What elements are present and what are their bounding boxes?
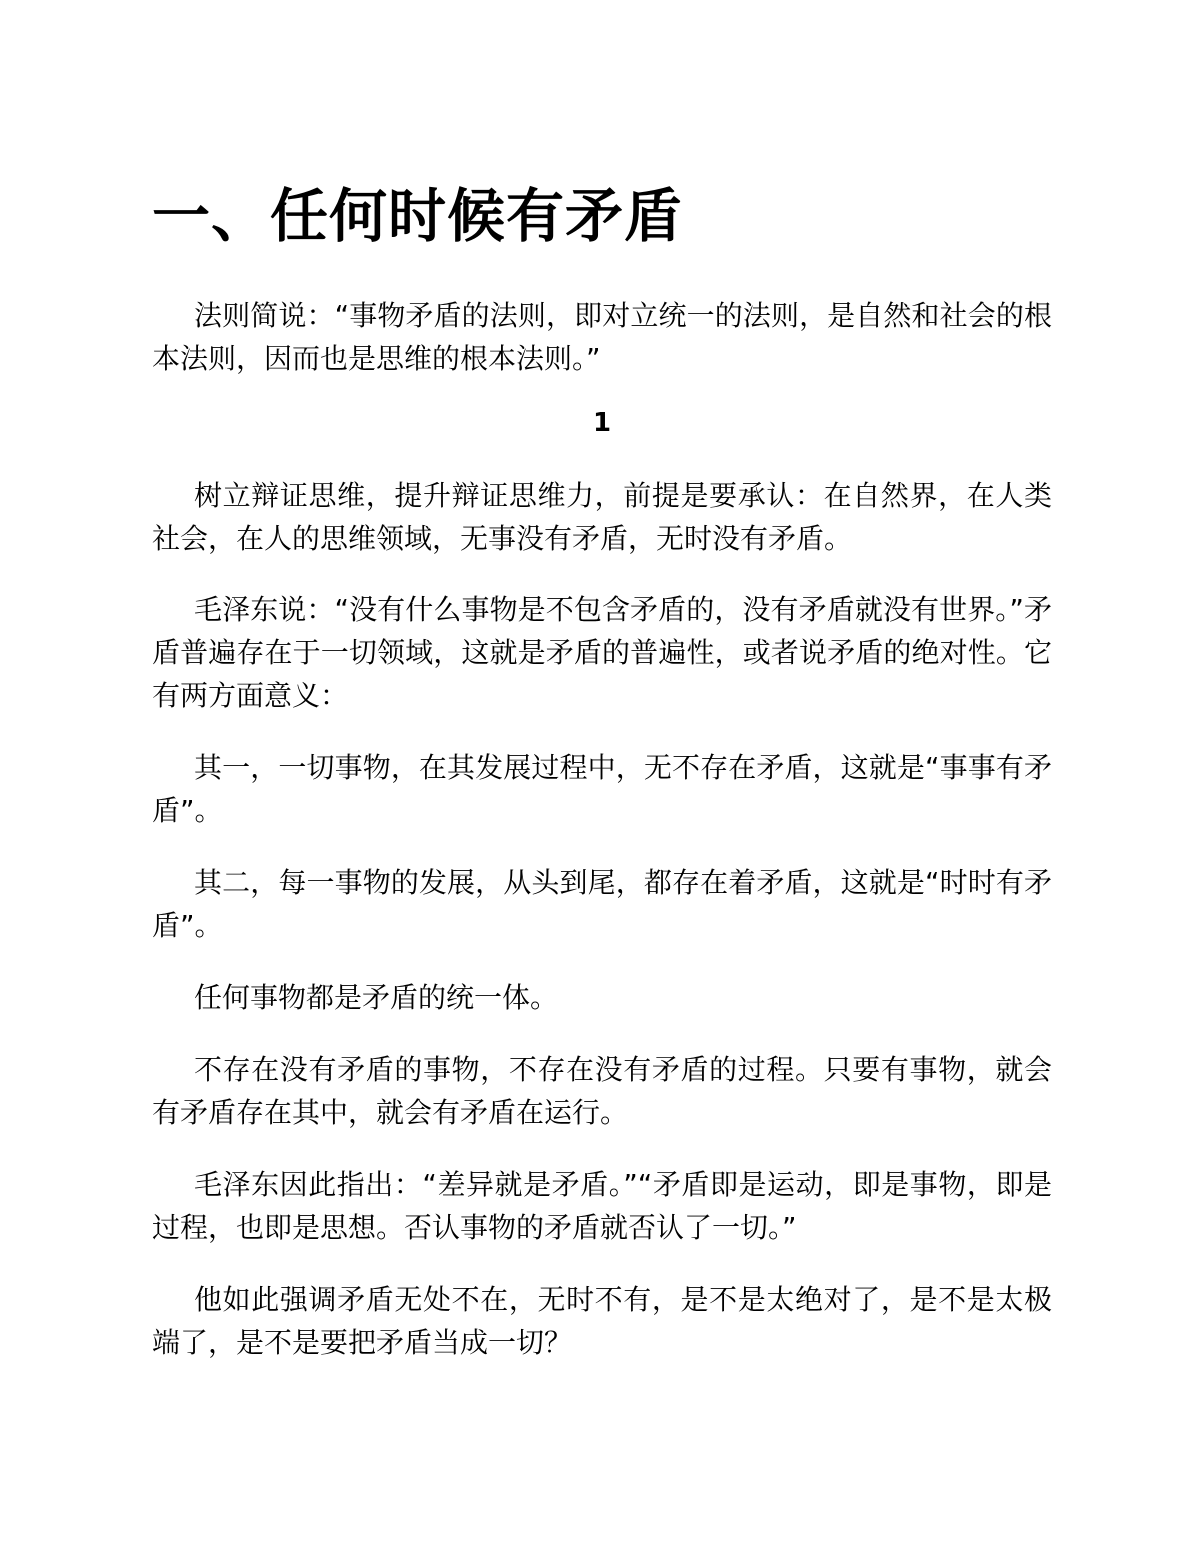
section-number: 1 (592, 408, 612, 438)
body-paragraph-2: 毛泽东说：“没有什么事物是不包含矛盾的，没有矛盾就没有世界。”矛盾普遍存在于一切领域，这就是矛盾的普遍性，或者说矛盾的绝对性。它有两方面意义： (152, 593, 1052, 712)
body-paragraph-8: 他如此强调矛盾无处不在，无时不有，是不是太绝对了，是不是太极端了，是不是要把矛盾当成一切？ (152, 1283, 1052, 1359)
intro-paragraph: 法则简说：“事物矛盾的法则，即对立统一的法则，是自然和社会的根本法则，因而也是思维的根本法则。” (152, 299, 1052, 375)
body-paragraph-5: 任何事物都是矛盾的统一体。 (194, 981, 559, 1014)
body-paragraph-6: 不存在没有矛盾的事物，不存在没有矛盾的过程。只要有事物，就会有矛盾存在其中，就会有矛盾在运行。 (152, 1053, 1052, 1129)
body-paragraph-7: 毛泽东因此指出：“差异就是矛盾。”“矛盾即是运动，即是事物，即是过程，也即是思想。否认事物的矛盾就否认了一切。” (152, 1168, 1052, 1244)
chapter-title: 一、任何时候有矛盾 (152, 182, 684, 250)
body-paragraph-3: 其一，一切事物，在其发展过程中，无不存在矛盾，这就是“事事有矛盾”。 (152, 751, 1052, 827)
body-paragraph-4: 其二，每一事物的发展，从头到尾，都存在着矛盾，这就是“时时有矛盾”。 (152, 866, 1052, 942)
body-paragraph-1: 树立辩证思维，提升辩证思维力，前提是要承认：在自然界，在人类社会，在人的思维领域，无事没有矛盾，无时没有矛盾。 (152, 479, 1052, 555)
